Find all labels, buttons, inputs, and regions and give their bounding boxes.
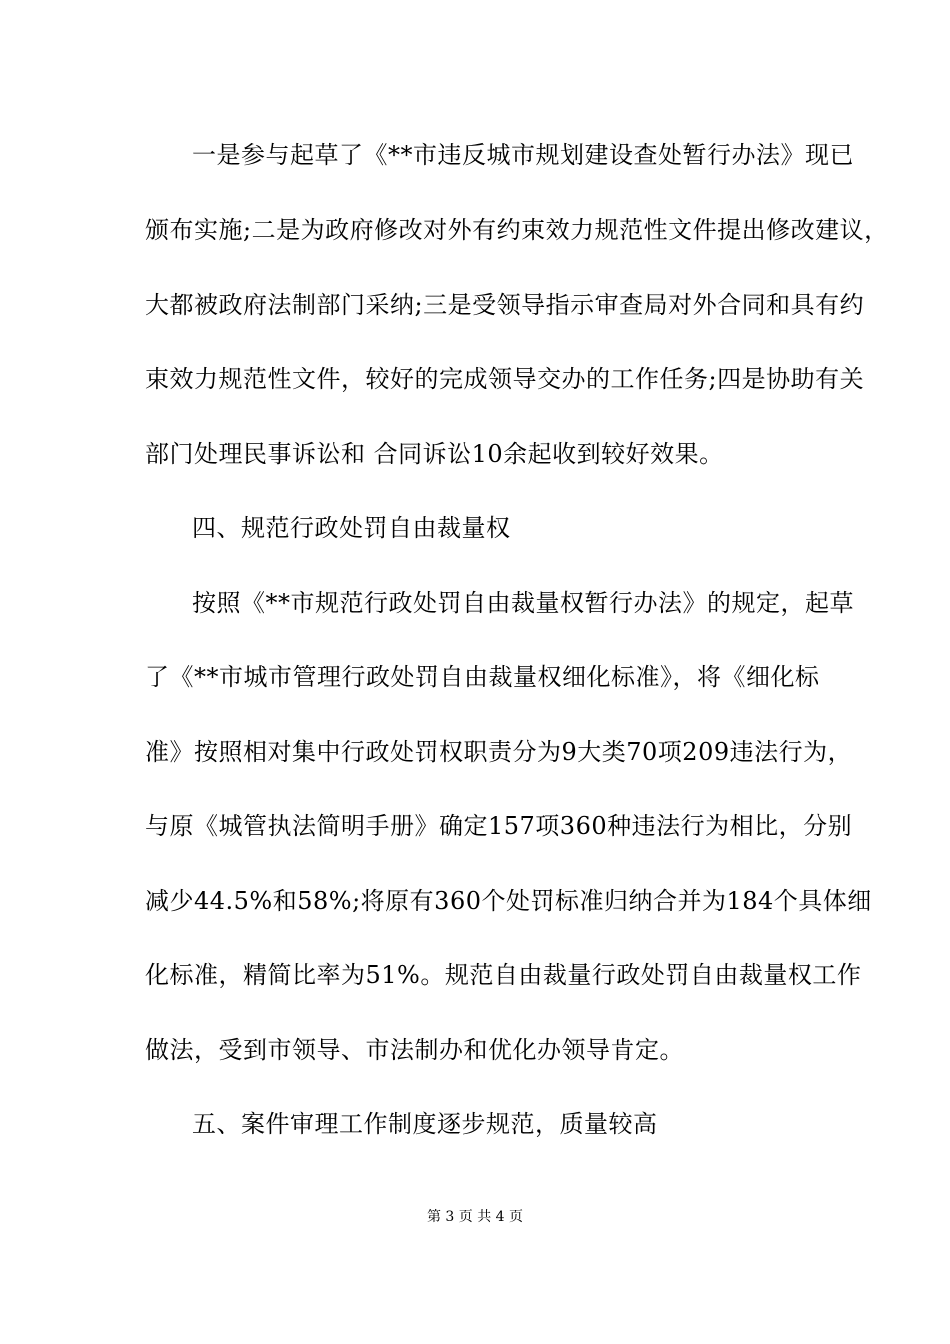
paragraph-line: 大都被政府法制部门采纳;三是受领导指示审查局对外合同和具有约 xyxy=(145,291,865,319)
page-number-footer: 第 3 页 共 4 页 xyxy=(426,1209,524,1225)
paragraph-line: 按照《**市规范行政处罚自由裁量权暂行办法》的规定，起草 xyxy=(192,589,854,617)
paragraph-line: 部门处理民事诉讼和 合同诉讼10余起收到较好效果。 xyxy=(145,440,724,468)
section-heading: 四、规范行政处罚自由裁量权 xyxy=(192,514,511,542)
paragraph-line: 做法，受到市领导、市法制办和优化办领导肯定。 xyxy=(145,1036,684,1064)
paragraph-line: 了《**市城市管理行政处罚自由裁量权细化标准》，将《细化标 xyxy=(145,663,820,691)
paragraph-line: 束效力规范性文件，较好的完成领导交办的工作任务;四是协助有关 xyxy=(145,365,865,393)
section-heading: 五、案件审理工作制度逐步规范，质量较高 xyxy=(192,1110,658,1138)
paragraph-line: 颁布实施;二是为政府修改对外有约束效力规范性文件提出修改建议， xyxy=(145,216,889,244)
paragraph-line: 与原《城管执法简明手册》确定157项360种违法行为相比，分别 xyxy=(145,812,853,840)
paragraph-line: 减少44.5%和58%;将原有360个处罚标准归纳合并为184个具体细 xyxy=(145,887,872,915)
paragraph-line: 准》按照相对集中行政处罚权职责分为9大类70项209违法行为， xyxy=(145,738,853,766)
paragraph-line: 一是参与起草了《**市违反城市规划建设查处暂行办法》现已 xyxy=(192,141,854,169)
paragraph-line: 化标准，精简比率为51%。规范自由裁量行政处罚自由裁量权工作 xyxy=(145,961,862,989)
